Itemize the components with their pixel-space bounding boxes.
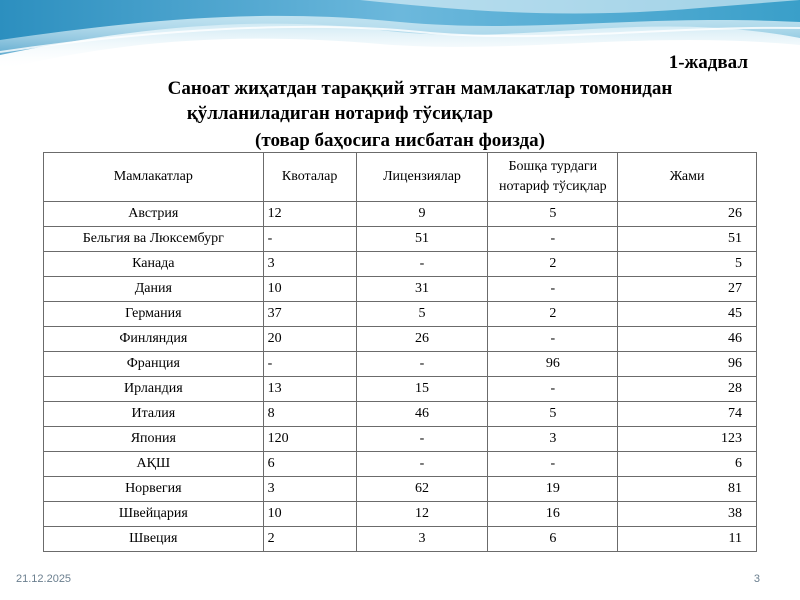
cell-total: 6: [618, 452, 757, 477]
table-row: [44, 452, 757, 477]
cell-quotas: 3: [263, 252, 356, 277]
cell-quotas: 20: [263, 327, 356, 352]
cell-other-barriers: -: [488, 227, 618, 252]
cell-total: 38: [618, 502, 757, 527]
header-other-line-2: нотариф тўсиқлар: [498, 179, 607, 194]
table-row: [44, 402, 757, 427]
header-country: Мамлакатлар: [44, 153, 264, 202]
table-row: [44, 477, 757, 502]
header-quotas: Квоталар: [263, 153, 356, 202]
cell-country: Финляндия: [44, 327, 264, 352]
header-other-line-1: Бошқа турдаги: [508, 159, 598, 174]
cell-licenses: 62: [356, 477, 488, 502]
cell-licenses: 46: [356, 402, 488, 427]
cell-quotas: 37: [263, 302, 356, 327]
cell-country: Германия: [44, 302, 264, 327]
header-licenses: Лицензиялар: [356, 153, 488, 202]
table-row: [44, 352, 757, 377]
table-header-row: [44, 153, 757, 202]
cell-total: 28: [618, 377, 757, 402]
cell-other-barriers: 96: [488, 352, 618, 377]
cell-quotas: 2: [263, 527, 356, 552]
cell-licenses: -: [356, 427, 488, 452]
cell-quotas: 8: [263, 402, 356, 427]
cell-other-barriers: -: [488, 277, 618, 302]
cell-licenses: 15: [356, 377, 488, 402]
cell-country: Бельгия ва Люксембург: [44, 227, 264, 252]
cell-country: Италия: [44, 402, 264, 427]
cell-other-barriers: 3: [488, 427, 618, 452]
cell-country: Швейцария: [44, 502, 264, 527]
cell-other-barriers: 16: [488, 502, 618, 527]
cell-country: Норвегия: [44, 477, 264, 502]
cell-total: 27: [618, 277, 757, 302]
cell-other-barriers: -: [488, 377, 618, 402]
cell-other-barriers: 5: [488, 202, 618, 227]
cell-quotas: 10: [263, 277, 356, 302]
cell-total: 96: [618, 352, 757, 377]
data-table: [43, 152, 757, 552]
cell-licenses: -: [356, 252, 488, 277]
cell-other-barriers: 5: [488, 402, 618, 427]
cell-country: Швеция: [44, 527, 264, 552]
cell-total: 51: [618, 227, 757, 252]
page-title-line-1: Саноат жиҳатдан тараққий этган мамлакатлар томонидан: [167, 78, 673, 99]
cell-quotas: 13: [263, 377, 356, 402]
header-other-barriers: [488, 153, 618, 202]
header-wave-decoration: [0, 0, 800, 90]
cell-quotas: 3: [263, 477, 356, 502]
cell-other-barriers: 2: [488, 252, 618, 277]
table-row: [44, 502, 757, 527]
cell-licenses: 12: [356, 502, 488, 527]
cell-total: 46: [618, 327, 757, 352]
cell-other-barriers: 6: [488, 527, 618, 552]
cell-licenses: 9: [356, 202, 488, 227]
cell-quotas: 12: [263, 202, 356, 227]
cell-total: 81: [618, 477, 757, 502]
table-row: [44, 252, 757, 277]
table-row: [44, 302, 757, 327]
cell-total: 26: [618, 202, 757, 227]
cell-total: 123: [618, 427, 757, 452]
cell-country: Япония: [44, 427, 264, 452]
cell-licenses: 5: [356, 302, 488, 327]
cell-country: Канада: [44, 252, 264, 277]
slide-date: 21.12.2025: [16, 573, 72, 585]
cell-quotas: 10: [263, 502, 356, 527]
slide-page-number: 3: [753, 573, 760, 585]
table-number-label: 1-жадвал: [668, 52, 748, 73]
table-row: [44, 527, 757, 552]
cell-country: Ирландия: [44, 377, 264, 402]
cell-quotas: 120: [263, 427, 356, 452]
cell-licenses: 51: [356, 227, 488, 252]
table-row: [44, 327, 757, 352]
cell-licenses: 3: [356, 527, 488, 552]
cell-country: Дания: [44, 277, 264, 302]
cell-other-barriers: -: [488, 327, 618, 352]
cell-country: АҚШ: [44, 452, 264, 477]
header-total: Жами: [618, 153, 757, 202]
table-row: [44, 227, 757, 252]
table-row: [44, 202, 757, 227]
page-subtitle: (товар баҳосига нисбатан фоизда): [255, 130, 545, 151]
cell-quotas: 6: [263, 452, 356, 477]
cell-total: 5: [618, 252, 757, 277]
cell-other-barriers: -: [488, 452, 618, 477]
cell-total: 74: [618, 402, 757, 427]
cell-licenses: 26: [356, 327, 488, 352]
cell-licenses: -: [356, 352, 488, 377]
cell-other-barriers: 19: [488, 477, 618, 502]
cell-quotas: -: [263, 227, 356, 252]
page-title-line-2: қўлланиладиган нотариф тўсиқлар: [186, 103, 494, 124]
table-row: [44, 277, 757, 302]
cell-country: Австрия: [44, 202, 264, 227]
table-row: [44, 377, 757, 402]
table-row: [44, 427, 757, 452]
cell-licenses: 31: [356, 277, 488, 302]
cell-country: Франция: [44, 352, 264, 377]
cell-other-barriers: 2: [488, 302, 618, 327]
cell-licenses: -: [356, 452, 488, 477]
cell-total: 45: [618, 302, 757, 327]
cell-total: 11: [618, 527, 757, 552]
cell-quotas: -: [263, 352, 356, 377]
